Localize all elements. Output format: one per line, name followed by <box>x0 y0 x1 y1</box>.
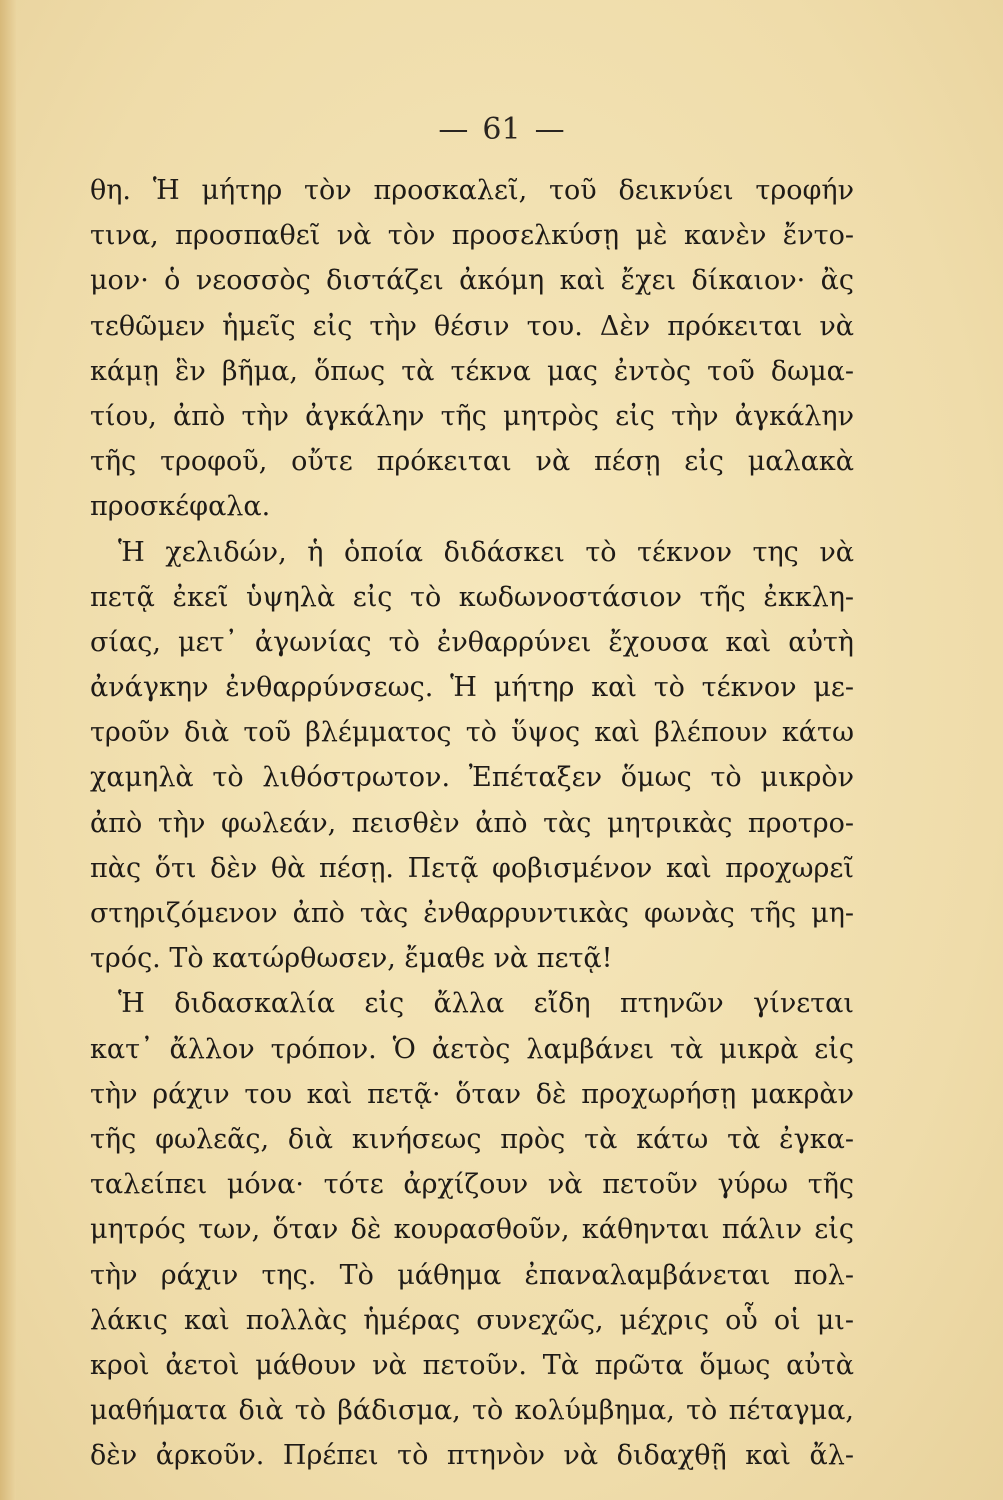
text-line: τεθῶμεν ἡμεῖς εἰς τὴν θέσιν του. Δὲν πρόκειται νὰ <box>90 310 854 342</box>
text-line: πὰς ὅτι δὲν θὰ πέσῃ. Πετᾷ φοβισμένον καὶ προχωρεῖ <box>90 852 854 884</box>
page-number: 61 <box>482 112 521 147</box>
text-line: τὴν ράχιν της. Τὸ μάθημα ἐπαναλαμβάνεται πολ- <box>90 1259 854 1291</box>
text-line: τίου, ἀπὸ τὴν ἀγκάλην τῆς μητρὸς εἰς τὴν ἀγκάλην <box>90 400 854 432</box>
text-line: ταλείπει μόνα· τότε ἀρχίζουν νὰ πετοῦν γύρω τῆς <box>90 1169 854 1201</box>
text-line: χαμηλὰ τὸ λιθόστρωτον. Ἐπέταξεν ὅμως τὸ μικρὸν <box>90 762 854 794</box>
dash-right: — <box>534 112 565 147</box>
text-line: προσκέφαλα. <box>90 491 271 523</box>
text-line: ἀπὸ τὴν φωλεάν, πεισθὲν ἀπὸ τὰς μητρικὰς προτρο- <box>90 807 854 839</box>
text-line: θη. Ἡ μήτηρ τὸν προσκαλεῖ, τοῦ δεικνύει τροφήν <box>90 175 854 206</box>
text-line: δὲν ἀρκοῦν. Πρέπει τὸ πτηνὸν νὰ διδαχθῇ καὶ ἄλ- <box>90 1440 854 1472</box>
text-line: πετᾷ ἐκεῖ ὑψηλὰ εἰς τὸ κωδωνοστάσιον τῆς ἐκκλη- <box>90 581 854 613</box>
text-line: κάμῃ ἓν βῆμα, ὅπως τὰ τέκνα μας ἐντὸς τοῦ δωμα- <box>90 355 854 387</box>
page-header <box>0 112 1003 147</box>
text-line: μαθήματα διὰ τὸ βάδισμα, τὸ κολύμβημα, τὸ πέταγμα, <box>90 1395 854 1427</box>
text-line: τινα, προσπαθεῖ νὰ τὸν προσελκύσῃ μὲ κανὲν ἔντο- <box>90 220 854 252</box>
text-line: τὴν ράχιν του καὶ πετᾷ· ὅταν δὲ προχωρήσῃ μακρὰν <box>90 1078 854 1110</box>
dash-left: — <box>438 112 469 147</box>
text-line: ἀνάγκην ἐνθαρρύνσεως. Ἡ μήτηρ καὶ τὸ τέκνον με- <box>90 672 854 704</box>
text-line: τῆς φωλεᾶς, διὰ κινήσεως πρὸς τὰ κάτω τὰ ἐγκα- <box>90 1123 854 1155</box>
text-line: Ἡ διδασκαλία εἰς ἄλλα εἴδη πτηνῶν γίνεται <box>118 988 854 1020</box>
text-line: μητρός των, ὅταν δὲ κουρασθοῦν, κάθηνται πάλιν εἰς <box>90 1214 854 1246</box>
text-line: Ἡ χελιδών, ἡ ὁποία διδάσκει τὸ τέκνον της νὰ <box>118 536 854 568</box>
text-line: τροῦν διὰ τοῦ βλέμματος τὸ ὕψος καὶ βλέπουν κάτω <box>90 717 854 749</box>
text-line: κατ᾽ ἄλλον τρόπον. Ὁ ἀετὸς λαμβάνει τὰ μικρὰ εἰς <box>90 1033 854 1065</box>
text-line: μον· ὁ νεοσσὸς διστάζει ἀκόμη καὶ ἔχει δίκαιον· ἂς <box>90 265 854 297</box>
text-line: τῆς τροφοῦ, οὔτε πρόκειται νὰ πέσῃ εἰς μαλακὰ <box>90 446 854 478</box>
page-edge <box>0 0 16 1500</box>
text-line: τρός. Τὸ κατώρθωσεν, ἔμαθε νὰ πετᾷ! <box>90 943 613 975</box>
body-text <box>90 168 854 1478</box>
text-line: σίας, μετ᾽ ἀγωνίας τὸ ἐνθαρρύνει ἔχουσα καὶ αὐτὴ <box>90 626 854 658</box>
text-line: κροὶ ἀετοὶ μάθουν νὰ πετοῦν. Τὰ πρῶτα ὅμως αὐτὰ <box>90 1349 854 1381</box>
text-line: λάκις καὶ πολλὰς ἡμέρας συνεχῶς, μέχρις οὗ οἱ μι- <box>90 1304 854 1336</box>
text-line: στηριζόμενον ἀπὸ τὰς ἐνθαρρυντικὰς φωνὰς τῆς μη- <box>90 898 854 929</box>
